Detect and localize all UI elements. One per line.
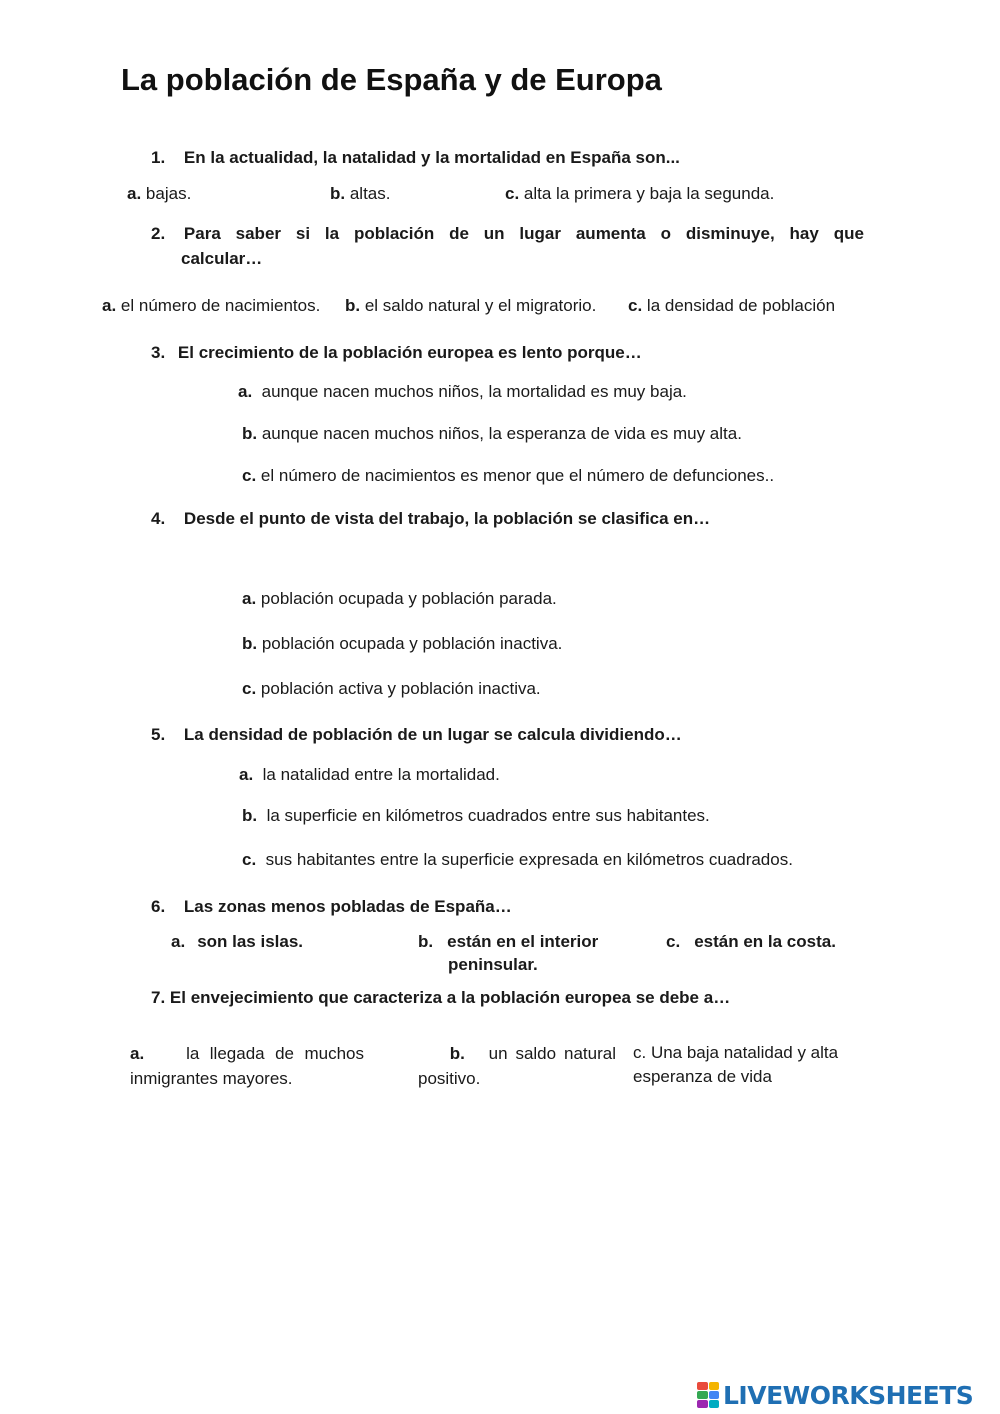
q6-option-b[interactable]: b. están en el interior — [418, 932, 599, 951]
liveworksheets-logo — [697, 1380, 973, 1410]
q2-option-b[interactable]: b. el saldo natural y el migratorio. — [345, 296, 597, 315]
q5-option-b[interactable]: b. la superficie en kilómetros cuadrados entre sus habitantes. — [242, 806, 710, 825]
question-number: 1. — [151, 148, 166, 167]
liveworksheets-logo-icon — [697, 1382, 719, 1408]
q1-option-b[interactable]: b. altas. — [330, 184, 391, 203]
question-5 — [151, 725, 682, 745]
question-text: Las zonas menos pobladas de España… — [183, 897, 512, 916]
question-number: 5. — [151, 725, 166, 744]
q7-option-b[interactable]: b. un saldo natural positivo. — [418, 1044, 616, 1088]
q3-option-b[interactable]: b. aunque nacen muchos niños, la esperanza de vida es muy alta. — [242, 424, 742, 443]
question-text-line-1: Para saber si la población de un lugar aumenta o disminuye, hay que — [183, 224, 864, 243]
q4-option-a[interactable]: a. población ocupada y población parada. — [242, 589, 557, 608]
question-1 — [151, 148, 680, 168]
question-7 — [151, 988, 730, 1008]
brand-name: LIVEWORKSHEETS — [723, 1380, 974, 1410]
question-text: El crecimiento de la población europea es lento porque… — [177, 343, 642, 362]
question-number: 2. — [151, 224, 166, 243]
question-text: En la actualidad, la natalidad y la mortalidad en España son... — [183, 148, 680, 167]
question-number: 6. — [151, 897, 166, 916]
question-number: 4. — [151, 509, 166, 528]
question-4 — [151, 509, 710, 529]
question-6 — [151, 897, 512, 917]
q5-option-a[interactable]: a. la natalidad entre la mortalidad. — [239, 765, 500, 784]
q7-option-c[interactable]: c. Una baja natalidad y alta esperanza de vida — [633, 1043, 839, 1086]
q6-option-a[interactable]: a. son las islas. — [171, 932, 304, 951]
q1-option-a[interactable]: a. bajas. — [127, 184, 192, 203]
q5-option-c[interactable]: c. sus habitantes entre la superficie expresada en kilómetros cuadrados. — [242, 850, 793, 869]
question-number: 7. — [151, 988, 166, 1007]
question-text: El envejecimiento que caracteriza a la población europea se debe a… — [169, 988, 731, 1007]
question-text: La densidad de población de un lugar se calcula dividiendo… — [183, 725, 682, 744]
q2-option-c[interactable]: c. la densidad de población — [628, 296, 836, 315]
q6-option-c[interactable]: c. están en la costa. — [666, 932, 836, 951]
question-number: 3. — [151, 343, 166, 362]
q2-option-a[interactable]: a. el número de nacimientos. — [102, 296, 321, 315]
q1-option-c[interactable]: c. alta la primera y baja la segunda. — [505, 184, 775, 203]
q4-option-b[interactable]: b. población ocupada y población inactiva. — [242, 634, 563, 653]
question-text: Desde el punto de vista del trabajo, la población se clasifica en… — [183, 509, 711, 528]
q3-option-a[interactable]: a. aunque nacen muchos niños, la mortalidad es muy baja. — [238, 382, 687, 401]
question-3 — [151, 343, 642, 363]
question-2 — [151, 224, 864, 244]
page-title: La población de España y de Europa — [121, 62, 662, 97]
q7-option-a[interactable]: a. la llegada de muchos inmigrantes mayores. — [130, 1044, 364, 1088]
q3-option-c[interactable]: c. el número de nacimientos es menor que el número de defunciones.. — [242, 466, 775, 485]
q4-option-c[interactable]: c. población activa y población inactiva. — [242, 679, 541, 698]
q6-option-b-line-2: peninsular. — [448, 955, 538, 974]
question-text-line-2: calcular… — [181, 249, 263, 268]
